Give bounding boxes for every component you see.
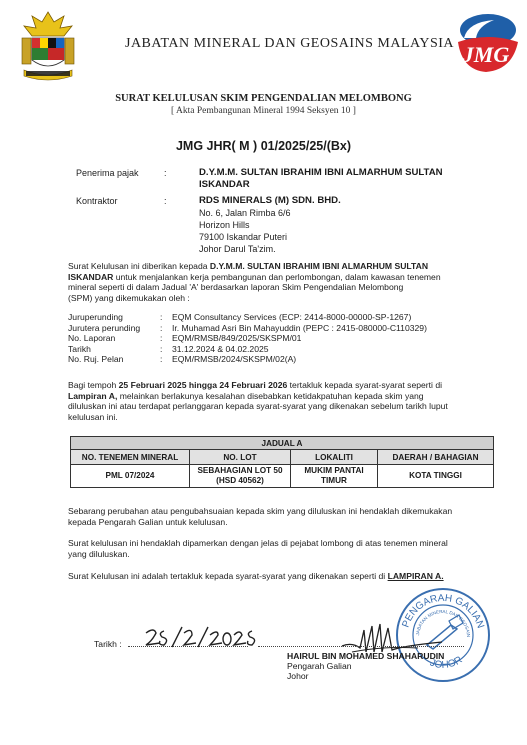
colon: : <box>164 168 167 178</box>
contractor-label: Kontraktor <box>76 196 118 206</box>
note-conditions: Surat Kelulusan ini adalah tertakluk kepada syarat-syarat yang dikenakan seperti di LAMPIRAN A. <box>68 571 444 581</box>
table-cell-daerah: KOTA TINGGI <box>378 465 494 488</box>
jadual-a-table <box>70 436 494 488</box>
svg-text:JMG: JMG <box>462 42 510 67</box>
table-header: NO. TENEMEN MINERAL <box>71 450 190 465</box>
colon: : <box>164 196 167 206</box>
recipient-name-line2: ISKANDAR <box>199 179 250 190</box>
note-amendment: Sebarang perubahan atau pengubahsuaian kepada skim yang diluluskan ini hendaklah dikemukakan kepada Pengarah Galian untuk kelulusan. <box>68 506 453 527</box>
table-header: LOKALITI <box>291 450 378 465</box>
contractor-address-4: Johor Darul Ta'zim. <box>199 244 276 254</box>
contractor-address-3: 79100 Iskandar Puteri <box>199 232 288 242</box>
detail-row: No. Ruj. Pelan : EQM/RMSB/2024/SKSPM/02(A) <box>68 354 297 365</box>
table-cell-lokaliti: MUKIM PANTAI TIMUR <box>291 465 378 488</box>
details-list <box>68 312 498 365</box>
table-cell-lot: SEBAHAGIAN LOT 50 (HSD 40562) <box>190 465 291 488</box>
table-row <box>71 465 494 488</box>
intro-paragraph: Surat Kelulusan ini diberikan kepada D.Y.M.M. SULTAN IBRAHIM IBNI ALMARHUM SULTAN ISKANDAR untuk menjalankan kerja pembangunan dan perlombongan, dalam kawasan tenemen mineral seperti di dalam Jadual 'A' berdasarkan laporan Skim Pengendalian Melombong (SPM) yang dikemukakan oleh : <box>68 261 441 303</box>
signature-line <box>258 646 464 647</box>
table-cell-tenemen: PML 07/2024 <box>71 465 190 488</box>
signatory-state: Johor <box>287 671 309 681</box>
note-display: Surat kelulusan ini hendaklah dipamerkan dengan jelas di pejabat lombong di atas tenemen mineral yang diluluskan. <box>68 538 448 559</box>
contractor-name: RDS MINERALS (M) SDN. BHD. <box>199 195 341 206</box>
document-title: SURAT KELULUSAN SKIM PENGENDALIAN MELOMBONG <box>115 93 412 104</box>
table-caption: JADUAL A <box>71 437 494 450</box>
coat-of-arms-logo <box>18 10 78 82</box>
jmg-logo <box>448 8 520 80</box>
recipient-name-line1: D.Y.M.M. SULTAN IBRAHIM IBNI ALMARHUM SULTAN <box>199 167 443 178</box>
svg-text:JOHOR: JOHOR <box>428 654 465 672</box>
recipient-label: Penerima pajak <box>76 168 139 178</box>
contractor-address-1: No. 6, Jalan Rimba 6/6 <box>199 208 291 218</box>
agency-name: JABATAN MINERAL DAN GEOSAINS MALAYSIA <box>125 36 455 51</box>
table-header: DAERAH / BAHAGIAN <box>378 450 494 465</box>
reference-number: JMG JHR( M ) 01/2025/25/(Bx) <box>175 139 352 153</box>
validity-paragraph: Bagi tempoh 25 Februari 2025 hingga 24 Februari 2026 tertakluk kepada syarat-syarat seperti di Lampiran A, melainkan berlakunya kesalahan disebabkan ketidakpatuhan kepada skim yang diluluskan ini atau terdapat perlanggaran kepada syarat-syarat yang dikenakan sebelum tarikh luput kelulusan ini. <box>68 380 448 422</box>
table-header: NO. LOT <box>190 450 291 465</box>
contractor-address-2: Horizon Hills <box>199 220 250 230</box>
handwritten-date <box>100 623 260 653</box>
detail-row: No. Laporan : EQM/RMSB/849/2025/SKSPM/01 <box>68 333 302 344</box>
document-subtitle: [ Akta Pembangunan Mineral 1994 Seksyen 10 ] <box>171 106 356 116</box>
date-label: Tarikh : <box>94 639 122 649</box>
detail-row: Juruperunding : EQM Consultancy Services (ECP: 2414-8000-00000-SP-1267) <box>68 312 412 322</box>
detail-row: Jurutera perunding : Ir. Muhamad Asri Bin Mahayuddin (PEPC : 2415-080000-C110329) <box>68 322 427 333</box>
svg-text:JABATAN MINERAL DAN GEOSAINS: JABATAN MINERAL DAN GEOSAIN <box>415 608 472 638</box>
svg-text:PENGARAH GALIAN: PENGARAH GALIAN <box>400 592 486 630</box>
signatory-name: HAIRUL BIN MOHAMED SHAHARUDIN <box>287 651 445 661</box>
signatory-title: Pengarah Galian <box>287 661 352 671</box>
detail-row: Tarikh : 31.12.2024 & 04.02.2025 <box>68 343 269 354</box>
